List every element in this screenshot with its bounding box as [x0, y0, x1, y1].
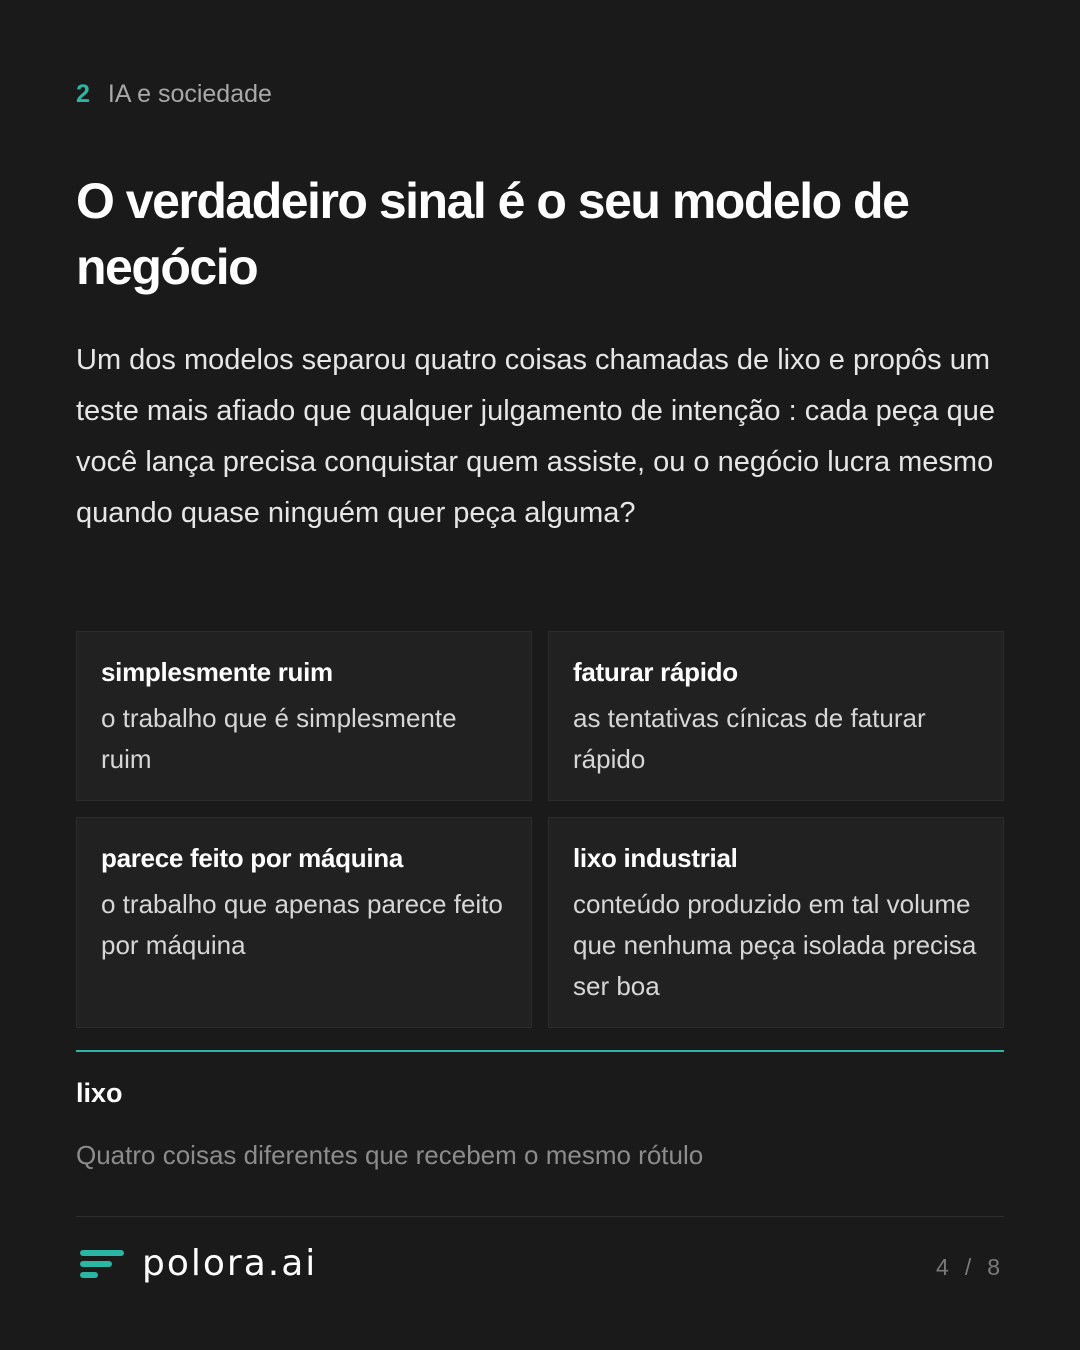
section-label: IA e sociedade — [107, 80, 272, 108]
term-definition: Quatro coisas diferentes que recebem o mesmo rótulo — [76, 1140, 704, 1170]
card-simplesmente-ruim — [76, 631, 532, 801]
section-kicker — [76, 80, 272, 109]
cards-grid — [76, 631, 1004, 1028]
card-title: faturar rápido — [573, 657, 738, 687]
brand-logo — [80, 1243, 317, 1284]
card-body: as tentativas cínicas de faturar rápido — [573, 703, 926, 774]
page-title: O verdadeiro sinal é o seu modelo de negócio — [76, 173, 909, 295]
card-title: lixo industrial — [573, 843, 738, 873]
card-parece-feito-por-maquina — [76, 817, 532, 1028]
slide — [76, 0, 1004, 1350]
card-body: o trabalho que apenas parece feito por máquina — [101, 889, 503, 960]
card-body: conteúdo produzido em tal volume que nenhuma peça isolada precisa ser boa — [573, 889, 977, 1001]
page-indicator — [936, 1254, 1002, 1281]
term-word: lixo — [76, 1078, 123, 1108]
page-current: 4 — [936, 1254, 951, 1280]
page-total: 8 — [987, 1254, 1002, 1280]
card-faturar-rapido — [548, 631, 1004, 801]
lede-paragraph: Um dos modelos separou quatro coisas chamadas de lixo e propôs um teste mais afiado que qualquer julgamento de intenção : cada peça que você lança precisa conquistar quem assiste, ou o negócio lucra mesmo quando quase ninguém quer peça alguma? — [76, 344, 995, 529]
lines-logo-icon — [80, 1249, 126, 1279]
card-body: o trabalho que é simplesmente ruim — [101, 703, 457, 774]
brand-name: polora.ai — [142, 1243, 318, 1284]
page-separator: / — [964, 1254, 974, 1280]
section-number: 2 — [76, 80, 90, 108]
footer-divider — [76, 1216, 1004, 1217]
card-lixo-industrial — [548, 817, 1004, 1028]
card-title: simplesmente ruim — [101, 657, 333, 687]
accent-divider — [76, 1050, 1004, 1052]
card-title: parece feito por máquina — [101, 843, 403, 873]
